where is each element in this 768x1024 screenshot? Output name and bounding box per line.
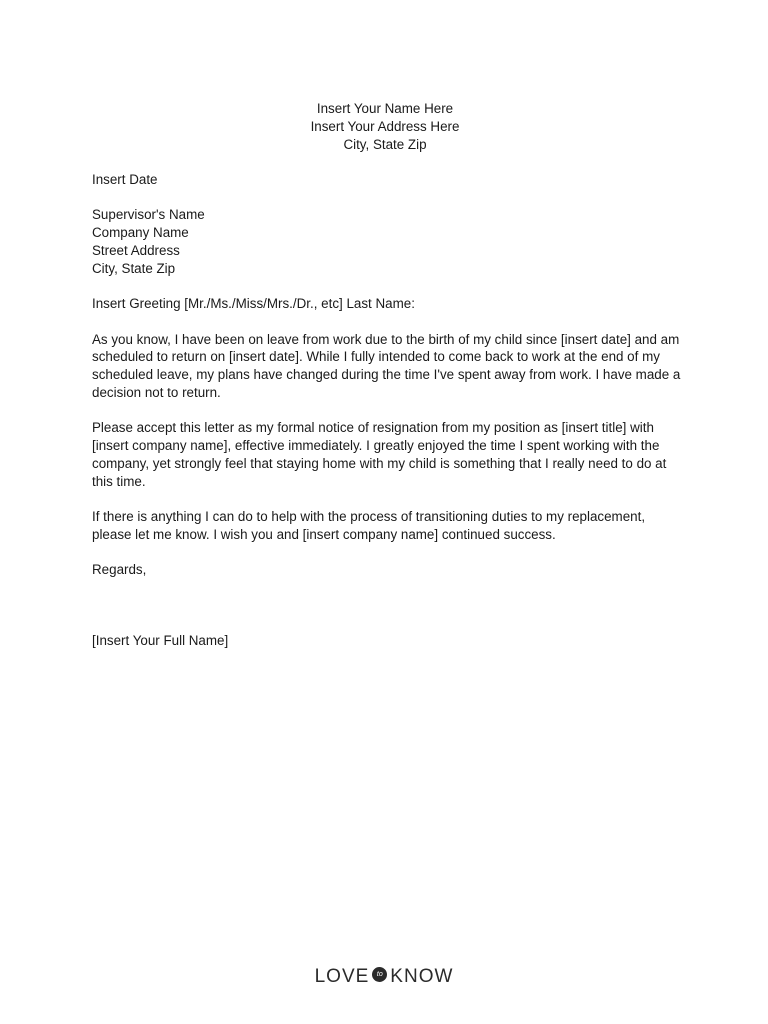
logo-text-right: KNOW <box>390 966 454 987</box>
letter-date: Insert Date <box>92 172 158 187</box>
paragraph-leave: As you know, I have been on leave from work due to the birth of my child since [insert date] and am scheduled to return on [insert date]. While I fully intended to come back to work at the end of my scheduled leave, my plans have changed during the time I've spent away from work. I have made a decision not to return. <box>92 331 681 400</box>
greeting: Insert Greeting [Mr./Ms./Miss/Mrs./Dr., etc] Last Name: <box>92 296 415 312</box>
closing: Regards, <box>92 562 147 578</box>
paragraph-resignation: Please accept this letter as my formal notice of resignation from my position as [insert title] with [insert company name], effective immediately. I greatly enjoyed the time I spent working with the company, yet strongly feel that staying home with my child is something that I really need to do at this time. <box>92 420 667 489</box>
recipient-block <box>92 206 684 277</box>
lovetoknow-logo <box>0 966 768 988</box>
recipient-street: Street Address <box>92 242 180 258</box>
paragraph-transition: If there is anything I can do to help with the process of transitioning duties to my replacement, please let me know. I wish you and [insert company name] continued success. <box>92 509 646 542</box>
letter-body <box>92 171 684 650</box>
greeting-line <box>92 295 684 313</box>
date-line <box>92 171 684 189</box>
recipient-company: Company Name <box>92 225 189 241</box>
sender-city-state-zip: City, State Zip <box>343 136 427 152</box>
recipient-city-state-zip: City, State Zip <box>92 260 176 276</box>
logo-text-left: LOVE <box>314 966 370 987</box>
sender-address: Insert Your Address Here <box>310 118 460 134</box>
signature: [Insert Your Full Name] <box>92 632 229 648</box>
sender-block <box>0 100 768 153</box>
recipient-name: Supervisor's Name <box>92 207 205 223</box>
logo-circle-mark: to <box>372 967 387 982</box>
sender-name: Insert Your Name Here <box>316 101 454 116</box>
